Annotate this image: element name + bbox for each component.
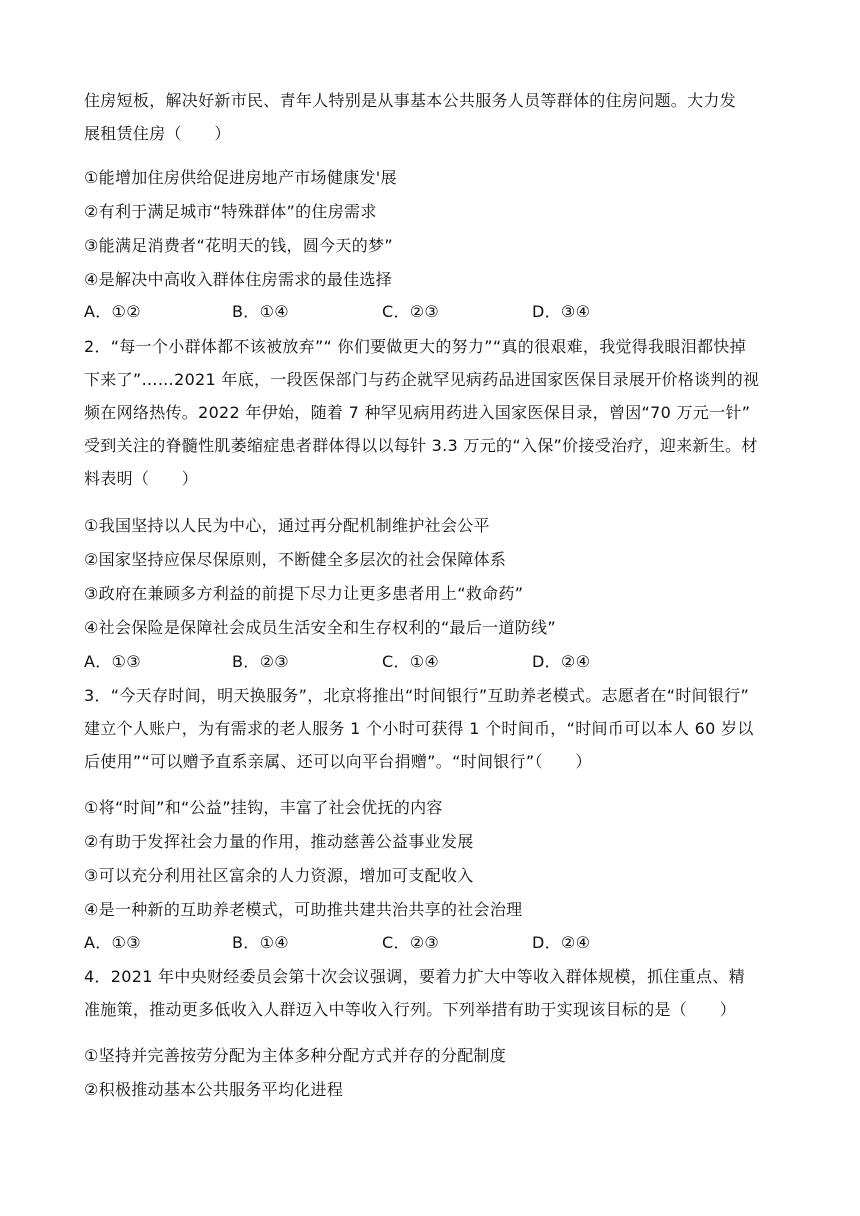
choice-b[interactable]: B．①④: [232, 933, 289, 952]
choice-c[interactable]: C．①④: [382, 652, 440, 671]
question-stem-line: 频在网络热传。2022 年伊始，随着 7 种罕见病用药进入国家医保目录，曾因“70 万元一针”: [84, 403, 751, 422]
choice-a[interactable]: A．①③: [84, 933, 141, 952]
choice-b[interactable]: B．②③: [232, 652, 289, 671]
question-1-continued: [84, 84, 784, 150]
question-stem-line: 料表明（ ）: [84, 469, 199, 488]
question-stem-line: 下来了”……2021 年底，一段医保部门与药企就罕见病药品进国家医保目录展开价格谈判的视: [84, 370, 760, 389]
answer-choices: [84, 652, 784, 672]
question-stem-line: 2．“每一个小群体都不该被放弃”“ 你们要做更大的努力”“真的很艰难，我觉得我眼泪都快掉: [84, 337, 746, 356]
question-stem-line: 3．“今天存时间，明天换服务”，北京将推出“时间银行”互助养老模式。志愿者在“时间银行”: [84, 686, 750, 705]
answer-choices: [84, 933, 784, 953]
question-stem-line: 4．2021 年中央财经委员会第十次会议强调，要着力扩大中等收入群体规模，抓住重点、精: [84, 967, 745, 986]
choice-c[interactable]: C．②③: [382, 302, 440, 321]
choice-d[interactable]: D．②④: [532, 652, 591, 671]
question-stem-line: 受到关注的脊髓性肌萎缩症患者群体得以以每针 3.3 万元的“入保”价接受治疗，迎来新生。材: [84, 436, 758, 455]
option-1: ①能增加住房供给促进房地产市场健康发'展: [84, 168, 397, 187]
choice-a[interactable]: A．①②: [84, 302, 141, 321]
option-2: ②国家坚持应保尽保原则，不断健全多层次的社会保障体系: [84, 550, 507, 569]
option-4: ④社会保险是保障社会成员生活安全和生存权利的“最后一道防线”: [84, 618, 556, 637]
choice-d[interactable]: D．②④: [532, 933, 591, 952]
option-1: ①坚持并完善按劳分配为主体多种分配方式并存的分配制度: [84, 1046, 507, 1065]
choice-c[interactable]: C．②③: [382, 933, 440, 952]
choice-d[interactable]: D．③④: [532, 302, 591, 321]
choice-b[interactable]: B．①④: [232, 302, 289, 321]
question-stem-line: 住房短板，解决好新市民、青年人特别是从事基本公共服务人员等群体的住房问题。大力发: [84, 91, 737, 110]
question-stem-line: 建立个人账户，为有需求的老人服务 1 个小时可获得 1 个时间币，“时间币可以本人 60 岁以: [84, 719, 754, 738]
option-2: ②积极推动基本公共服务平均化进程: [84, 1080, 344, 1099]
choice-a[interactable]: A．①③: [84, 652, 141, 671]
option-1: ①我国坚持以人民为中心，通过再分配机制维护社会公平: [84, 516, 490, 535]
option-2: ②有助于发挥社会力量的作用，推动慈善公益事业发展: [84, 832, 474, 851]
question-stem-line: 后使用”“可以赠予直系亲属、还可以向平台捐赠”。“时间银行”（ ）: [84, 752, 592, 771]
answer-choices: [84, 302, 784, 322]
question-4: [84, 960, 784, 1026]
question-3: [84, 679, 784, 778]
option-4: ④是解决中高收入群体住房需求的最佳选择: [84, 270, 393, 289]
option-1: ①将“时间”和“公益”挂钩，丰富了社会优抚的内容: [84, 798, 443, 817]
option-3: ③政府在兼顾多方利益的前提下尽力让更多患者用上“救命药”: [84, 584, 524, 603]
option-3: ③能满足消费者“花明天的钱，圆今天的梦”: [84, 236, 393, 255]
question-2: [84, 330, 784, 495]
question-stem-line: 展租赁住房（ ）: [84, 124, 231, 143]
option-4: ④是一种新的互助养老模式，可助推共建共治共享的社会治理: [84, 900, 523, 919]
question-stem-line: 准施策，推动更多低收入人群迈入中等收入行列。下列举措有助于实现该目标的是（ ）: [84, 1000, 737, 1019]
option-2: ②有利于满足城市“特殊群体”的住房需求: [84, 202, 377, 221]
option-3: ③可以充分利用社区富余的人力资源，增加可支配收入: [84, 866, 474, 885]
